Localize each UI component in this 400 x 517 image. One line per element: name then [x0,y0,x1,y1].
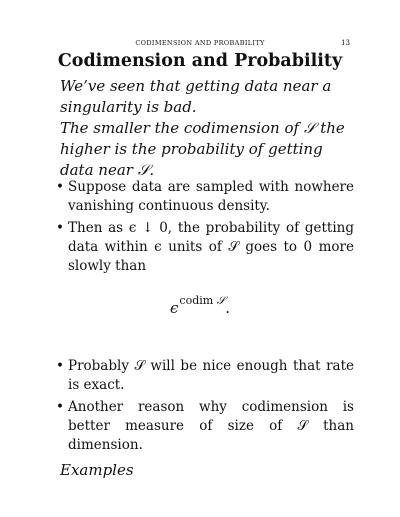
intro-paragraph-2: The smaller the codimension of 𝒮 the higher is the probability of getting data near 𝒮. [60,119,345,179]
bullet-text: Probably 𝒮 will be nice enough that rate is exact. [68,358,354,393]
bullet-dot-icon: • [56,399,64,415]
formula-exponent [179,291,225,311]
bullet-item [54,357,354,395]
bullet-text: Another reason why codimension is better measure of size of 𝒮 than dimension. [68,399,354,453]
formula-trailing: . [225,299,230,317]
bullet-item [54,398,354,455]
display-formula [0,294,400,320]
bullet-text: Then as ϵ ↓ 0, the probability of getting data within ϵ units of 𝒮 goes to 0 more slowly than [68,220,354,274]
slide-title: Codimension and Probability [57,51,343,71]
page-number: 13 [341,39,350,47]
running-head [0,38,400,48]
formula-base: ϵ [170,299,179,317]
bullet-item [54,219,354,276]
bullet-list-bottom [54,357,354,455]
running-title: CODIMENSION AND PROBABILITY [135,39,265,47]
bullet-item [54,178,354,216]
bullet-list-top [54,178,354,276]
intro-paragraph-1: We’ve seen that getting data near a singularity is bad. [60,77,332,116]
formula-exponent-symbol: 𝒮 [216,294,226,307]
bullet-dot-icon: • [56,179,64,195]
bullet-text: Suppose data are sampled with nowhere vanishing continuous density. [68,179,354,214]
examples-heading: Examples [60,461,134,479]
bullet-dot-icon: • [56,220,64,236]
formula-exponent-word: codim [179,294,214,307]
bullet-dot-icon: • [56,358,64,374]
